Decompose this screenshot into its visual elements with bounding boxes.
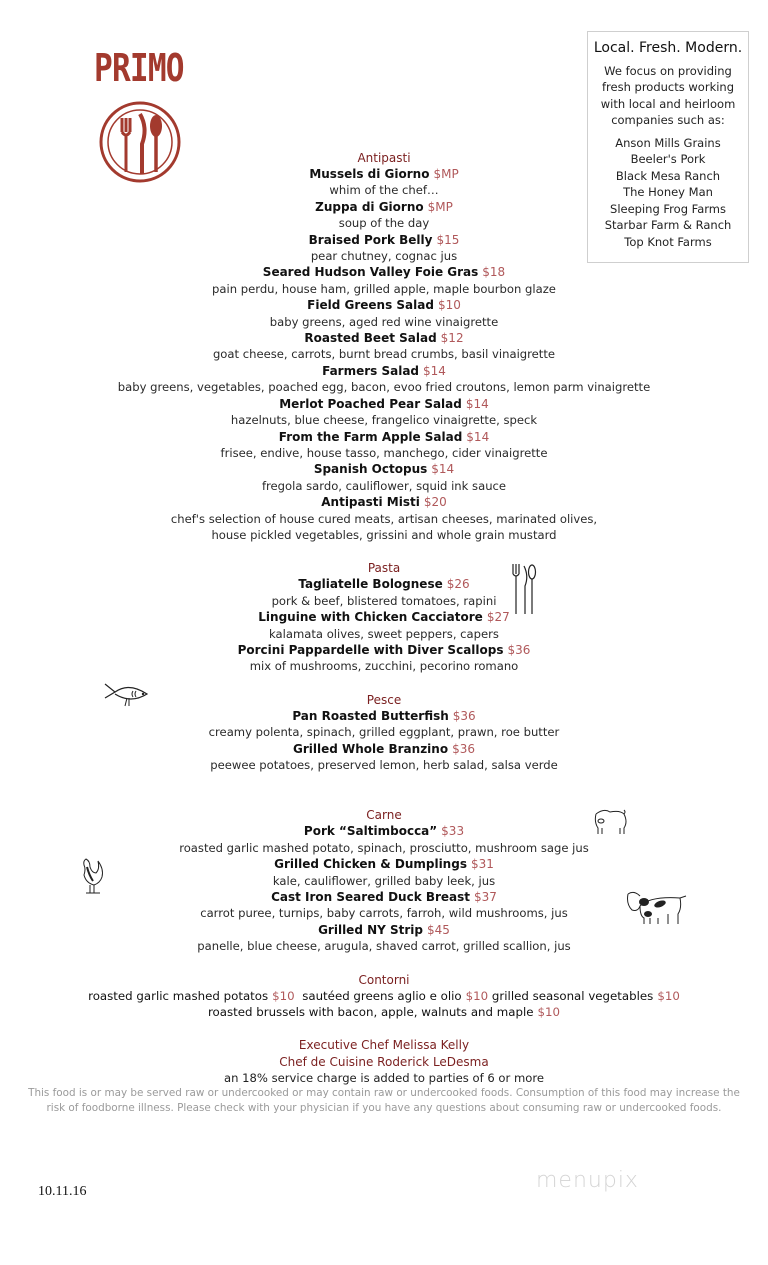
menu-item-price: $37 — [474, 890, 497, 905]
section-carne — [0, 807, 768, 954]
menu-item-name: Porcini Pappardelle with Diver Scallops $36 — [237, 642, 531, 657]
menu-item-price: $31 — [470, 857, 494, 872]
fish-sketch-icon — [103, 682, 151, 710]
menu-item-price: $MP — [433, 167, 459, 181]
partner-item: Anson Mills Grains — [615, 135, 721, 150]
menu-item-price: $14 — [466, 429, 490, 444]
menu-item-price: $36 — [452, 708, 476, 723]
partner-item: Black Mesa Ranch — [615, 168, 721, 183]
pig-sketch-icon — [592, 808, 628, 836]
menu-item-name: Spanish Octopus $14 — [313, 462, 455, 477]
menu-date: 10.11.16 — [38, 1184, 87, 1199]
side-item-name: grilled seasonal vegetables — [491, 988, 654, 1003]
menu-item-price: $12 — [440, 331, 464, 346]
intro-line: companies such as: — [611, 113, 725, 127]
menu-item-desc: creamy polenta, spinach, grilled eggplant, prawn, roe butter — [208, 725, 560, 740]
menu-item-desc: mix of mushrooms, zucchini, pecorino romano — [249, 659, 519, 674]
menu-item-price: $36 — [507, 642, 531, 657]
menu-item-price: $27 — [486, 610, 510, 625]
menu-item-name: Linguine with Chicken Cacciatore $27 — [258, 610, 510, 625]
menu-item-price: $20 — [423, 495, 447, 510]
section-title: Contorni — [358, 972, 410, 987]
menu-body — [0, 150, 768, 1116]
service-charge-note: an 18% service charge is added to parties of 6 or more — [224, 1071, 544, 1086]
menu-item-desc: kale, cauliflower, grilled baby leek, jus — [272, 873, 496, 888]
menu-item-name: Grilled Whole Branzino $36 — [293, 741, 475, 756]
contorni-line — [0, 988, 768, 1004]
intro-line: We focus on providing — [604, 63, 732, 78]
section-title: Pasta — [367, 561, 401, 576]
menu-item-desc: pear chutney, cognac jus — [310, 249, 458, 264]
section-title: Antipasti — [357, 151, 411, 165]
logo-text: PRIMO — [94, 46, 184, 90]
menu-item-desc: baby greens, aged red wine vinaigrette — [269, 314, 499, 329]
side-item-price: $10 — [465, 988, 489, 1003]
menu-item-desc: panelle, blue cheese, arugula, shaved carrot, grilled scallion, jus — [197, 939, 571, 954]
side-item-name: roasted brussels with bacon, apple, walnuts and maple — [207, 1005, 534, 1020]
menu-item-name: Antipasti Misti $20 — [321, 495, 447, 510]
section-title: Carne — [366, 808, 402, 823]
menu-item-desc: pain perdu, house ham, grilled apple, maple bourbon glaze — [212, 281, 556, 296]
intro-line: with local and heirloom — [600, 96, 736, 111]
menu-item-price: $36 — [452, 741, 475, 756]
chef-de-cuisine: Chef de Cuisine Roderick LeDesma — [279, 1054, 489, 1069]
section-pasta — [0, 560, 768, 674]
menu-footer — [0, 1037, 768, 1116]
menu-item-desc: goat cheese, carrots, burnt bread crumbs, basil vinaigrette — [212, 347, 556, 362]
menu-item-desc: soup of the day — [338, 216, 430, 231]
menu-item-desc: fregola sardo, cauliflower, squid ink sauce — [261, 478, 507, 493]
info-box-intro — [588, 63, 748, 129]
menu-item-name: Grilled Chicken & Dumplings $31 — [274, 857, 494, 872]
menu-item-name: From the Farm Apple Salad $14 — [278, 429, 490, 444]
menu-item-price: $MP — [427, 199, 453, 214]
side-item-price: $10 — [272, 988, 295, 1003]
partner-item: Starbar Farm & Ranch — [604, 218, 732, 232]
menupix-watermark: menupix — [536, 1168, 639, 1193]
menu-item-price: $26 — [446, 577, 470, 592]
cow-sketch-icon — [624, 888, 688, 928]
menu-item-name: Merlot Poached Pear Salad $14 — [279, 396, 489, 411]
section-contorni — [0, 972, 768, 1021]
menu-item-desc: whim of the chef… — [329, 183, 439, 198]
menu-item-name: Tagliatelle Bolognese $26 — [298, 577, 470, 592]
partner-item: The Honey Man — [623, 185, 713, 199]
menu-item-name: Seared Hudson Valley Foie Gras $18 — [262, 265, 506, 280]
contorni-line — [0, 1004, 768, 1020]
menu-item-name: Pan Roasted Butterfish $36 — [292, 708, 476, 723]
menu-item-desc: house pickled vegetables, grissini and whole grain mustard — [211, 527, 557, 542]
menu-item-price: $33 — [441, 824, 465, 839]
executive-chef: Executive Chef Melissa Kelly — [298, 1038, 470, 1053]
menu-item-name: Grilled NY Strip $45 — [318, 922, 450, 937]
menu-item-desc: carrot puree, turnips, baby carrots, farroh, wild mushrooms, jus — [200, 906, 568, 921]
info-box-title: Local. Fresh. Modern. — [593, 40, 743, 56]
intro-line: fresh products working — [601, 80, 735, 94]
section-title: Pesce — [366, 692, 402, 707]
menu-item-desc: peewee potatoes, preserved lemon, herb salad, salsa verde — [210, 758, 558, 772]
menu-item-desc: baby greens, vegetables, poached egg, bacon, evoo fried croutons, lemon parm vinaigrette — [117, 380, 651, 395]
menu-item-desc: hazelnuts, blue cheese, frangelico vinaigrette, speck — [230, 413, 538, 428]
menu-item-price: $45 — [427, 922, 450, 937]
menu-item-name: Braised Pork Belly $15 — [308, 232, 460, 247]
partner-item: Beeler's Pork — [630, 152, 706, 166]
menu-item-name: Cast Iron Seared Duck Breast $37 — [271, 890, 497, 905]
side-item-name: roasted garlic mashed potatos — [88, 988, 269, 1003]
menu-item-name: Farmers Salad $14 — [322, 363, 446, 378]
side-item-price: $10 — [657, 988, 680, 1003]
raw-food-disclaimer: This food is or may be served raw or undercooked or may contain raw or undercooked foods. Consumption of this food may increase the risk of foodborne illness. Please check with your physician if you have any questions about consuming raw or undercooked foods. — [28, 1087, 740, 1115]
partner-item: Top Knot Farms — [624, 234, 712, 249]
menu-item-desc: pork & beef, blistered tomatoes, rapini — [271, 593, 497, 608]
menu-item-name: Field Greens Salad $10 — [307, 298, 461, 313]
menu-item-name: Zuppa di Giorno $MP — [315, 199, 453, 214]
section-antipasti — [0, 150, 768, 543]
menu-item-name: Pork “Saltimbocca” $33 — [303, 824, 465, 839]
menu-item-name: Roasted Beet Salad $12 — [304, 331, 464, 346]
menu-item-price: $14 — [465, 396, 489, 411]
menu-item-desc: roasted garlic mashed potato, spinach, prosciutto, mushroom sage jus — [179, 840, 589, 855]
menu-item-price: $14 — [423, 363, 446, 378]
menu-item-price: $18 — [482, 265, 506, 280]
menu-item-desc: chef's selection of house cured meats, artisan cheeses, marinated olives, — [170, 511, 598, 526]
side-item-name: sautéed greens aglio e olio — [302, 988, 462, 1003]
menu-item-price: $14 — [431, 462, 455, 477]
menu-item-desc: frisee, endive, house tasso, manchego, cider vinaigrette — [220, 445, 548, 460]
cutlery-sketch-icon — [510, 562, 538, 616]
menu-item-price: $10 — [437, 298, 461, 313]
menu-item-desc: kalamata olives, sweet peppers, capers — [269, 626, 499, 641]
menu-item-price: $15 — [436, 232, 460, 247]
rooster-sketch-icon — [78, 855, 108, 895]
side-item-price: $10 — [537, 1005, 561, 1020]
menu-item-name: Mussels di Giorno $MP — [309, 167, 459, 181]
partner-item: Sleeping Frog Farms — [610, 201, 726, 216]
